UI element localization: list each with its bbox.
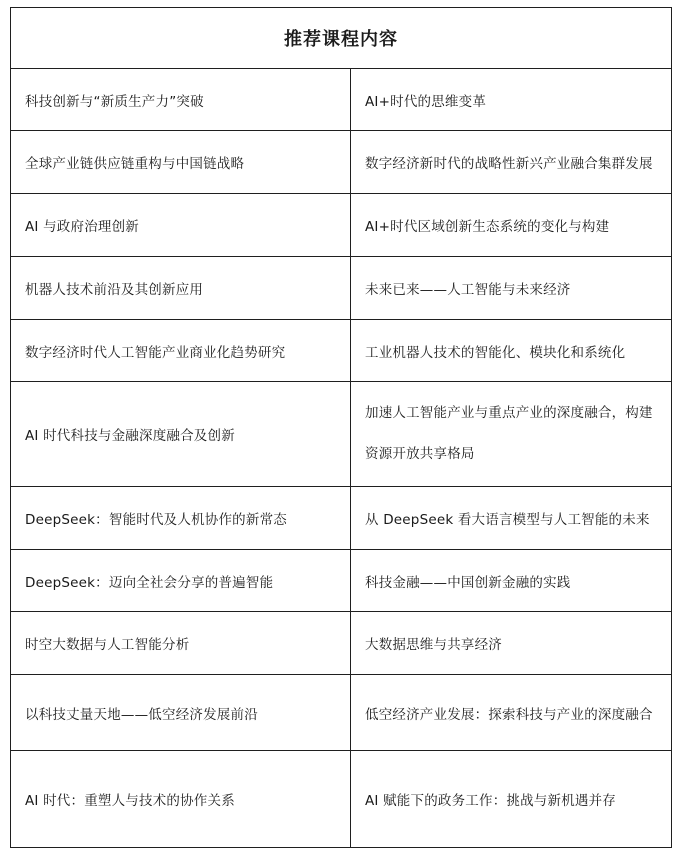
course-cell: AI 时代科技与金融深度融合及创新 [11,382,351,487]
table-row [11,320,672,382]
course-cell: AI 赋能下的政务工作：挑战与新机遇并存 [351,751,672,848]
course-cell: 科技金融——中国创新金融的实践 [351,550,672,612]
course-cell: 机器人技术前沿及其创新应用 [11,257,351,320]
table-row [11,612,672,675]
course-cell: 时空大数据与人工智能分析 [11,612,351,675]
course-cell: AI+时代的思维变革 [351,69,672,131]
table-title: 推荐课程内容 [11,8,672,69]
course-cell: 大数据思维与共享经济 [351,612,672,675]
table-row [11,550,672,612]
course-cell: 未来已来——人工智能与未来经济 [351,257,672,320]
course-cell: AI 与政府治理创新 [11,194,351,257]
course-cell: 从 DeepSeek 看大语言模型与人工智能的未来 [351,487,672,550]
table-row [11,675,672,751]
course-cell: AI+时代区域创新生态系统的变化与构建 [351,194,672,257]
table-row [11,131,672,194]
course-cell: 全球产业链供应链重构与中国链战略 [11,131,351,194]
table-row [11,751,672,848]
table-row [11,194,672,257]
course-cell: DeepSeek：迈向全社会分享的普遍智能 [11,550,351,612]
table-row [11,382,672,487]
table-row [11,69,672,131]
course-cell: AI 时代：重塑人与技术的协作关系 [11,751,351,848]
table-row [11,257,672,320]
table-row [11,487,672,550]
course-cell: 数字经济新时代的战略性新兴产业融合集群发展 [351,131,672,194]
course-table-container [10,7,671,848]
course-cell: DeepSeek：智能时代及人机协作的新常态 [11,487,351,550]
course-cell: 加速人工智能产业与重点产业的深度融合，构建资源开放共享格局 [351,382,672,487]
course-cell: 低空经济产业发展：探索科技与产业的深度融合 [351,675,672,751]
course-cell: 科技创新与“新质生产力”突破 [11,69,351,131]
course-table [10,7,672,848]
course-cell: 数字经济时代人工智能产业商业化趋势研究 [11,320,351,382]
course-cell: 工业机器人技术的智能化、模块化和系统化 [351,320,672,382]
course-cell: 以科技丈量天地——低空经济发展前沿 [11,675,351,751]
